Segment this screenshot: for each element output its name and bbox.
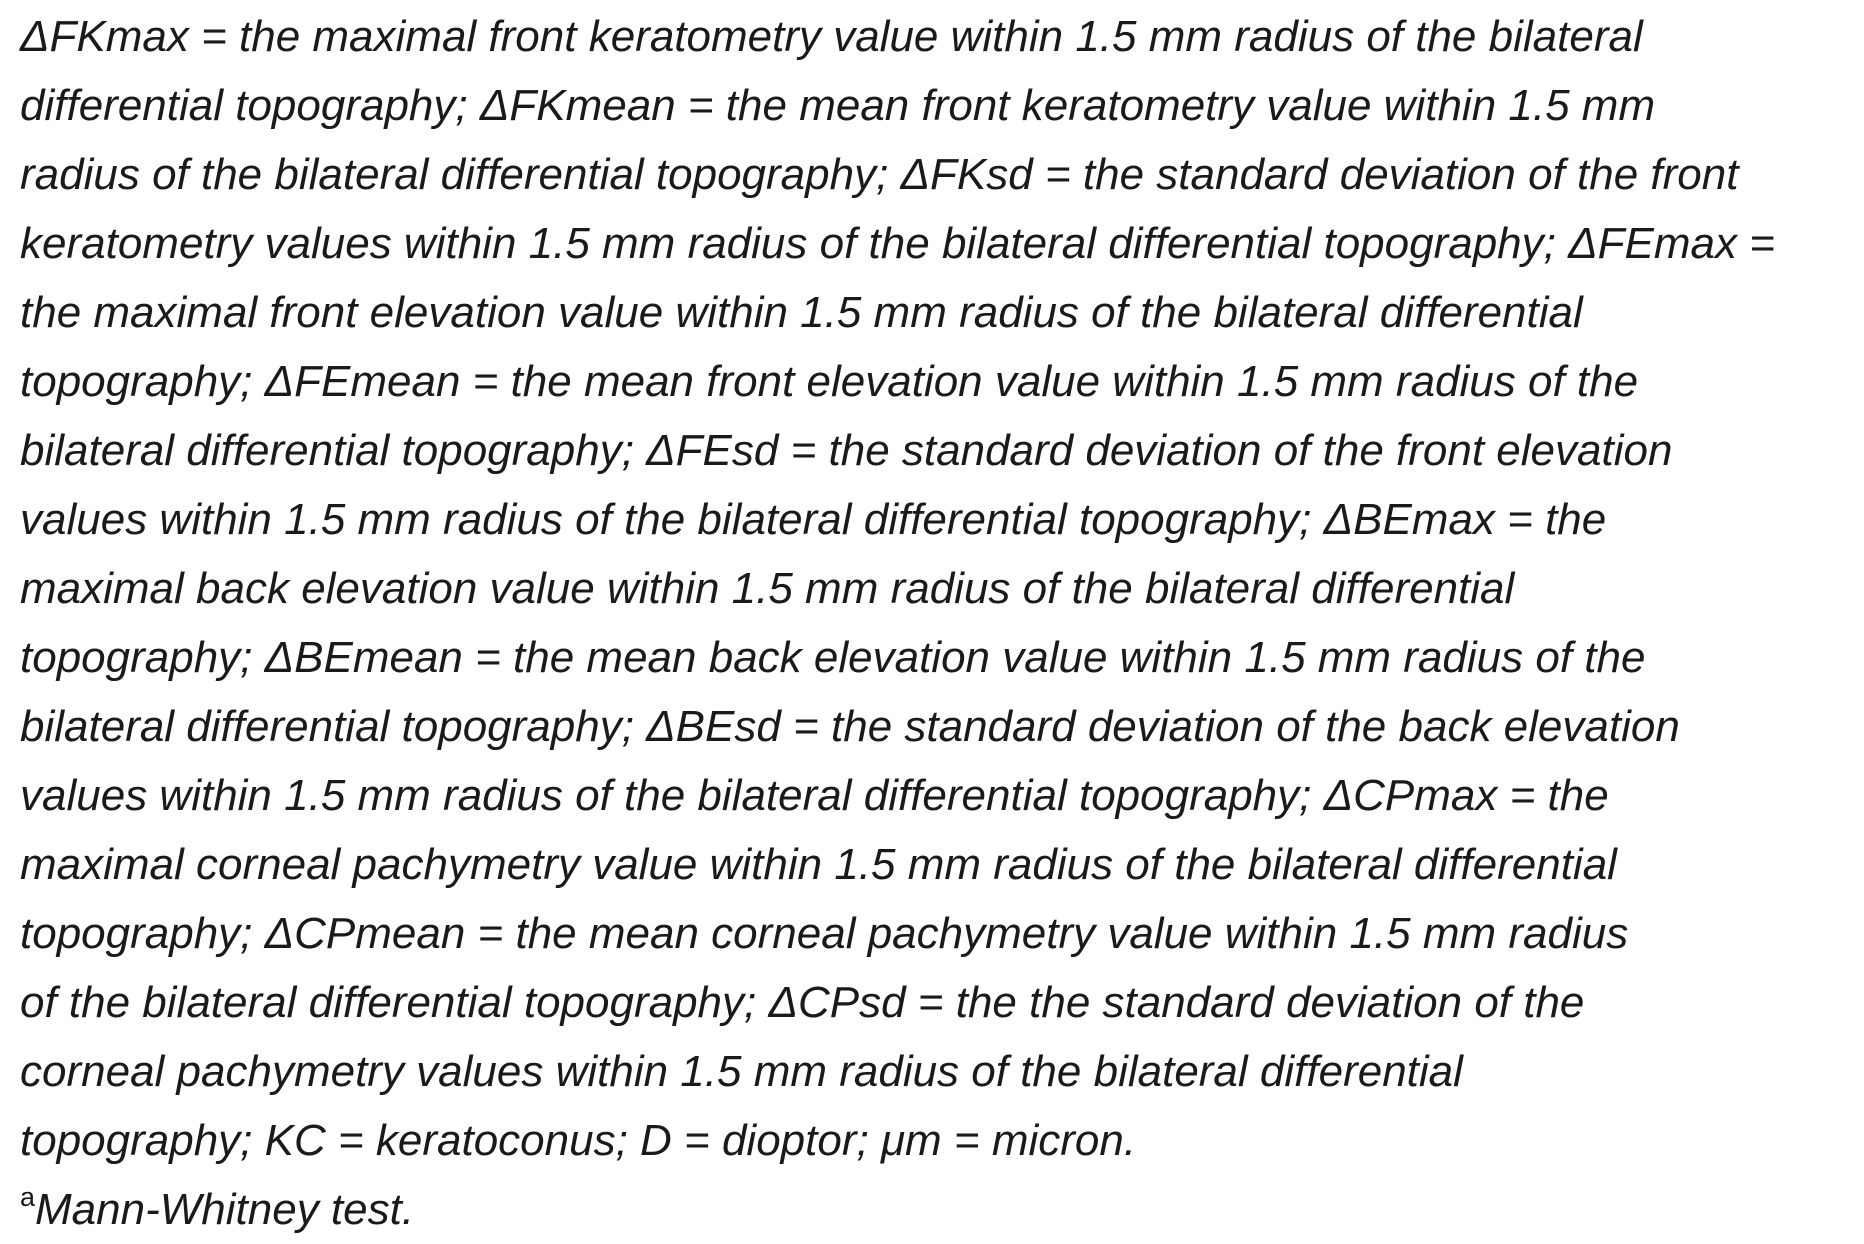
footnote-line: values within 1.5 mm radius of the bilateral differential topography; ΔBEmax = the xyxy=(20,495,1607,544)
footnote-line: radius of the bilateral differential topography; ΔFKsd = the standard deviation of the front xyxy=(20,150,1739,199)
footnote-line: maximal corneal pachymetry value within 1.5 mm radius of the bilateral differential xyxy=(20,840,1617,889)
footnote-line: differential topography; ΔFKmean = the mean front keratometry value within 1.5 mm xyxy=(20,81,1656,130)
footnote-line: bilateral differential topography; ΔFEsd = the standard deviation of the front elevation xyxy=(20,426,1673,475)
test-note-text: Mann-Whitney test. xyxy=(35,1185,415,1234)
footnote-line: corneal pachymetry values within 1.5 mm radius of the bilateral differential xyxy=(20,1047,1463,1096)
footnote-line: bilateral differential topography; ΔBEsd = the standard deviation of the back elevation xyxy=(20,702,1680,751)
footnote-line: topography; ΔFEmean = the mean front elevation value within 1.5 mm radius of the xyxy=(20,357,1639,406)
footnote-line: topography; KC = keratoconus; D = dioptor; μm = micron. xyxy=(20,1116,1137,1165)
footnote-line: the maximal front elevation value within 1.5 mm radius of the bilateral differential xyxy=(20,288,1583,337)
table-footnote xyxy=(20,2,1844,1244)
footnote-line: keratometry values within 1.5 mm radius of the bilateral differential topography; ΔFEmax = xyxy=(20,219,1775,268)
footnote-line: maximal back elevation value within 1.5 mm radius of the bilateral differential xyxy=(20,564,1515,613)
footnote-line: values within 1.5 mm radius of the bilateral differential topography; ΔCPmax = the xyxy=(20,771,1609,820)
footnote-line: topography; ΔCPmean = the mean corneal pachymetry value within 1.5 mm radius xyxy=(20,909,1629,958)
test-note xyxy=(20,1175,1844,1244)
footnote-line: ΔFKmax = the maximal front keratometry value within 1.5 mm radius of the bilateral xyxy=(20,12,1643,61)
superscript-marker: a xyxy=(20,1182,36,1212)
footnote-line: of the bilateral differential topography; ΔCPsd = the the standard deviation of the xyxy=(20,978,1585,1027)
footnote-line: topography; ΔBEmean = the mean back elevation value within 1.5 mm radius of the xyxy=(20,633,1646,682)
